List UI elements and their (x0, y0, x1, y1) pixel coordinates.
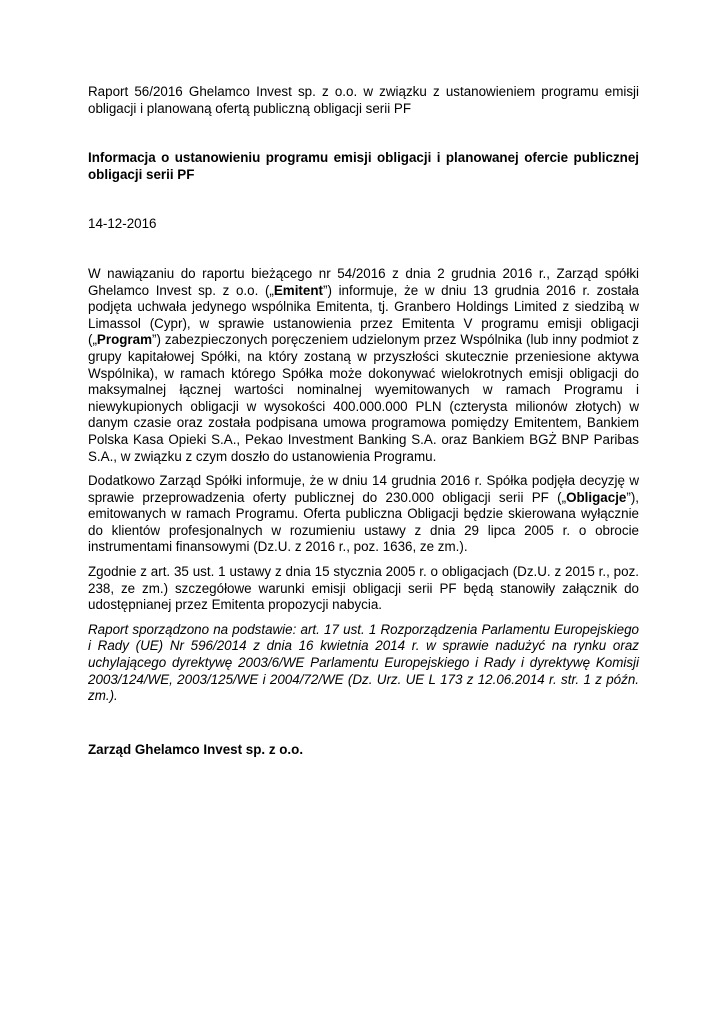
signature: Zarząd Ghelamco Invest sp. z o.o. (88, 741, 304, 757)
report-title: Raport 56/2016 Ghelamco Invest sp. z o.o. w związku z ustanowieniem programu emisji obligacji i planowaną ofertą publiczną obligacji serii PF (88, 84, 639, 116)
legal-basis: Raport sporządzono na podstawie: art. 17 ust. 1 Rozporządzenia Parlamentu Europejskiego i Rady (UE) Nr 596/2014 z dnia 16 kwietnia 2014 r. w sprawie nadużyć na rynku oraz uchylającego dyrektywę 2003/6/WE Parlamentu Europejskiego i Rady i dyrektywę Komisji 2003/124/WE, 2003/125/WE i 2004/72/WE (Dz. Urz. UE L 173 z 12.06.2014 r. str. 1 z późn. zm.). (88, 621, 639, 704)
paragraph-1-part-2: ”) informuje, że w dniu 13 grudnia 2016 r. została podjęta uchwała jedynego wspólnika Emitenta, tj. Granbero Holdings Limited z siedzibą w Limassol (Cypr), w sprawie ustanowienia przez Emitenta V programu emisji obligacji („ (88, 282, 639, 348)
paragraph-1-part-1: W nawiązaniu do raportu bieżącego nr 54/2016 z dnia 2 grudnia 2016 r., Zarząd spółki Ghelamco Invest sp. z o.o. („ (88, 265, 639, 298)
term-program: Program (96, 332, 152, 348)
term-obligacje: Obligacje (566, 489, 627, 505)
term-emitent: Emitent (273, 282, 323, 298)
paragraph-3: Zgodnie z art. 35 ust. 1 ustawy z dnia 15 stycznia 2005 r. o obligacjach (Dz.U. z 2015 r., poz. 238, ze zm.) szczegółowe warunki emisji obligacji serii PF będą stanowiły załącznik do udostępnianej przez Emitenta propozycji nabycia. (88, 564, 639, 613)
report-date: 14-12-2016 (88, 216, 157, 232)
paragraph-2-part-2: ”), emitowanych w ramach Programu. Oferta publiczna Obligacji będzie skierowana wyłącznie do klientów profesjonalnych w rozumieniu ustawy z dnia 29 lipca 2005 r. o obrocie instrumentami finansowymi (Dz.U. z 2016 r., poz. 1636, ze zm.). (88, 489, 639, 555)
document-page (88, 84, 639, 758)
report-subtitle: Informacja o ustanowieniu programu emisji obligacji i planowanej ofercie publicznej obligacji serii PF (88, 150, 639, 182)
paragraph-2-part-1: Dodatkowo Zarząd Spółki informuje, że w dniu 14 grudnia 2016 r. Spółka podjęła decyzję w sprawie przeprowadzenia oferty publicznej do 230.000 obligacji serii PF („ (88, 473, 639, 505)
paragraph-2 (88, 473, 639, 556)
paragraph-1-part-3: ”) zabezpieczonych poręczeniem udzielonym przez Wspólnika (lub inny podmiot z grupy kapitałowej Spółki, na który zostaną w przyszłości skutecznie przeniesione aktywa Wspólnika), w ramach którego Spółka może dokonywać wielokrotnych emisji obligacji do maksymalnej łącznej wartości nominalnej wyemitowanych w ramach Programu i niewykupionych obligacji w wysokości 400.000.000 PLN (czterysta milionów złotych) w danym czasie oraz została podpisana umowa programowa pomiędzy Emitentem, Bankiem Polska Kasa Opieki S.A., Pekao Investment Banking S.A. oraz Bankiem BGŻ BNP Paribas S.A., w związku z czym doszło do ustanowienia Programu. (88, 332, 639, 464)
paragraph-1 (88, 266, 639, 465)
